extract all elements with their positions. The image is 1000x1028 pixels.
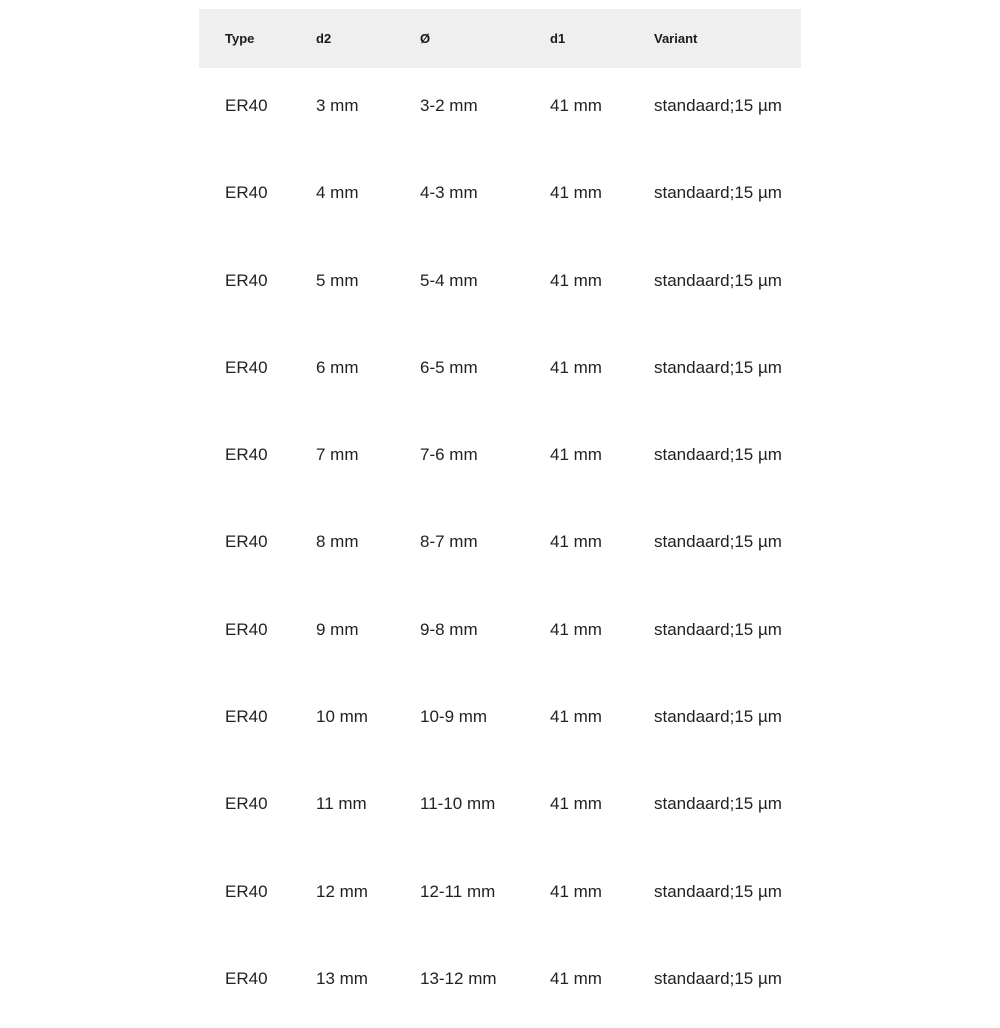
column-header-variant[interactable]: Variant [654,31,698,46]
cell-d1: 41 mm [550,357,602,377]
cell-type: ER40 [225,619,268,639]
cell-d2: 4 mm [316,183,359,203]
column-header-d2[interactable]: d2 [316,31,332,46]
cell-d1: 41 mm [550,794,602,814]
cell-type: ER40 [225,270,268,290]
cell-d1: 41 mm [550,183,602,203]
cell-d2: 3 mm [316,96,359,115]
cell-diameter: 13-12 mm [420,968,497,988]
cell-d1: 41 mm [550,707,602,727]
column-header-d1[interactable]: d1 [550,31,566,46]
cell-diameter: 4-3 mm [420,183,478,203]
cell-variant: standaard;15 µm [654,445,782,465]
spec-table [199,9,801,1028]
cell-diameter: 6-5 mm [420,357,478,377]
table-row[interactable] [199,243,801,330]
cell-diameter: 5-4 mm [420,270,478,290]
column-header-type[interactable]: Type [225,31,255,46]
cell-diameter: 8-7 mm [420,532,478,552]
cell-variant: standaard;15 µm [654,96,782,115]
cell-type: ER40 [225,445,268,465]
table-row[interactable] [199,330,801,417]
cell-variant: standaard;15 µm [654,619,782,639]
cell-d1: 41 mm [550,96,602,115]
table-row[interactable] [199,766,801,853]
cell-type: ER40 [225,968,268,988]
cell-variant: standaard;15 µm [654,270,782,290]
cell-diameter: 12-11 mm [420,881,496,901]
cell-type: ER40 [225,96,268,115]
table-row[interactable] [199,68,801,155]
cell-diameter: 3-2 mm [420,96,478,115]
cell-type: ER40 [225,532,268,552]
cell-type: ER40 [225,357,268,377]
cell-type: ER40 [225,881,268,901]
cell-diameter: 11-10 mm [420,794,496,814]
cell-type: ER40 [225,707,268,727]
cell-d1: 41 mm [550,619,602,639]
cell-d1: 41 mm [550,881,602,901]
cell-type: ER40 [225,794,268,814]
table-row[interactable] [199,592,801,679]
cell-d2: 7 mm [316,445,359,465]
table-header [199,9,801,68]
cell-d1: 41 mm [550,445,602,465]
table-row[interactable] [199,417,801,504]
table-row[interactable] [199,155,801,242]
cell-d2: 5 mm [316,270,359,290]
cell-d2: 6 mm [316,357,359,377]
table-row[interactable] [199,679,801,766]
table-row[interactable] [199,941,801,1028]
cell-type: ER40 [225,183,268,203]
cell-d2: 11 mm [316,794,367,814]
cell-d2: 10 mm [316,707,368,727]
cell-d2: 12 mm [316,881,368,901]
cell-d1: 41 mm [550,270,602,290]
cell-variant: standaard;15 µm [654,794,782,814]
cell-variant: standaard;15 µm [654,707,782,727]
cell-d1: 41 mm [550,532,602,552]
column-header-diameter[interactable]: Ø [420,31,431,46]
cell-diameter: 7-6 mm [420,445,478,465]
cell-variant: standaard;15 µm [654,183,782,203]
table-row[interactable] [199,504,801,591]
cell-variant: standaard;15 µm [654,357,782,377]
cell-diameter: 9-8 mm [420,619,478,639]
cell-variant: standaard;15 µm [654,968,782,988]
cell-d2: 8 mm [316,532,359,552]
cell-variant: standaard;15 µm [654,532,782,552]
cell-variant: standaard;15 µm [654,881,782,901]
table-row[interactable] [199,854,801,941]
cell-d2: 9 mm [316,619,359,639]
cell-d1: 41 mm [550,968,602,988]
cell-diameter: 10-9 mm [420,707,488,727]
cell-d2: 13 mm [316,968,368,988]
